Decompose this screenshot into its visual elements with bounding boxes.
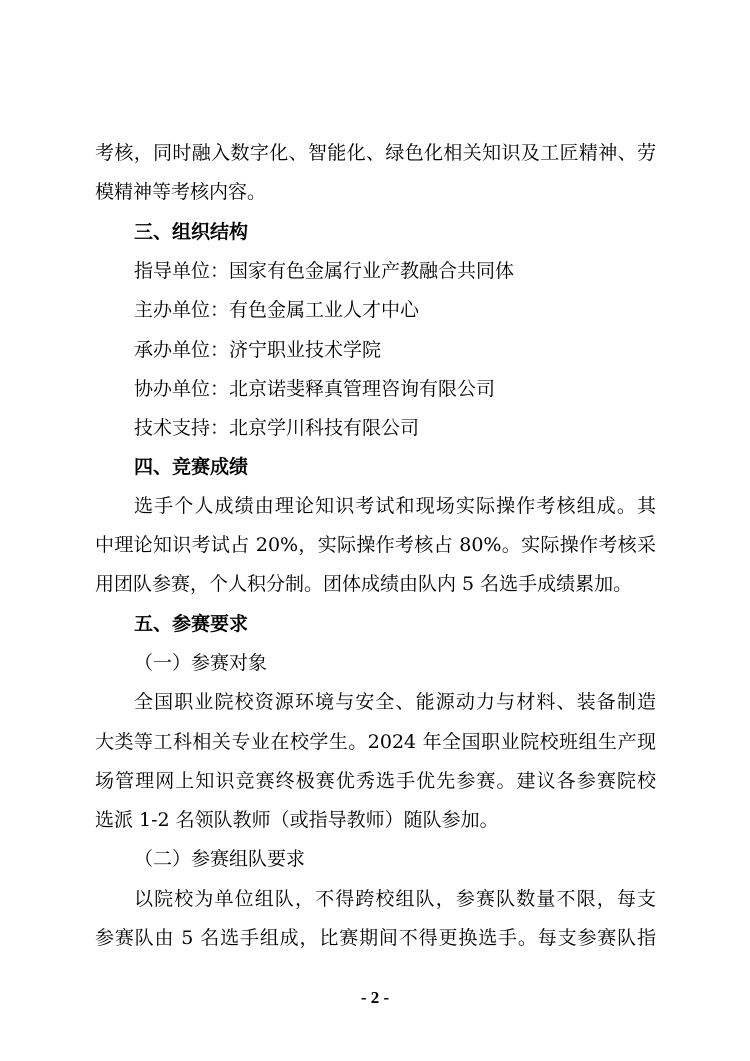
body-line: 中理论知识考试占 20%，实际操作考核占 80%。实际操作考核采 xyxy=(95,534,656,556)
page-number: - 2 - xyxy=(360,988,390,1007)
body-line: 全国职业院校资源环境与安全、能源动力与材料、装备制造 xyxy=(134,691,656,713)
body-line: 以院校为单位组队，不得跨校组队，参赛队数量不限，每支 xyxy=(134,888,656,910)
section-heading: 三、组织结构 xyxy=(134,221,249,243)
body-line: 参赛队由 5 名选手组成，比赛期间不得更换选手。每支参赛队指 xyxy=(95,927,656,949)
org-line: 技术支持：北京学川科技有限公司 xyxy=(134,417,420,439)
body-line: 场管理网上知识竞赛终极赛优秀选手优先参赛。建议各参赛院校 xyxy=(95,770,656,792)
body-line: 模精神等考核内容。 xyxy=(95,181,267,203)
body-line: 选派 1-2 名领队教师（或指导教师）随队参加。 xyxy=(95,809,499,831)
section-heading: 四、竞赛成绩 xyxy=(134,456,249,478)
org-line: 承办单位：济宁职业技术学院 xyxy=(134,339,382,361)
section-heading: 五、参赛要求 xyxy=(134,613,249,635)
org-line: 主办单位：有色金属工业人才中心 xyxy=(134,299,420,321)
org-line: 协办单位：北京诺斐释真管理咨询有限公司 xyxy=(134,378,496,400)
body-line: 选手个人成绩由理论知识考试和现场实际操作考核组成。其 xyxy=(134,495,656,517)
org-line: 指导单位：国家有色金属行业产教融合共同体 xyxy=(134,260,515,282)
body-line: 考核，同时融入数字化、智能化、绿色化相关知识及工匠精神、劳 xyxy=(95,142,656,164)
body-line: 用团队参赛，个人积分制。团体成绩由队内 5 名选手成绩累加。 xyxy=(95,573,633,595)
body-line: 大类等工科相关专业在校学生。2024 年全国职业院校班组生产现 xyxy=(95,731,656,753)
subsection-heading: （二）参赛组队要求 xyxy=(134,848,306,870)
subsection-heading: （一）参赛对象 xyxy=(134,652,268,674)
